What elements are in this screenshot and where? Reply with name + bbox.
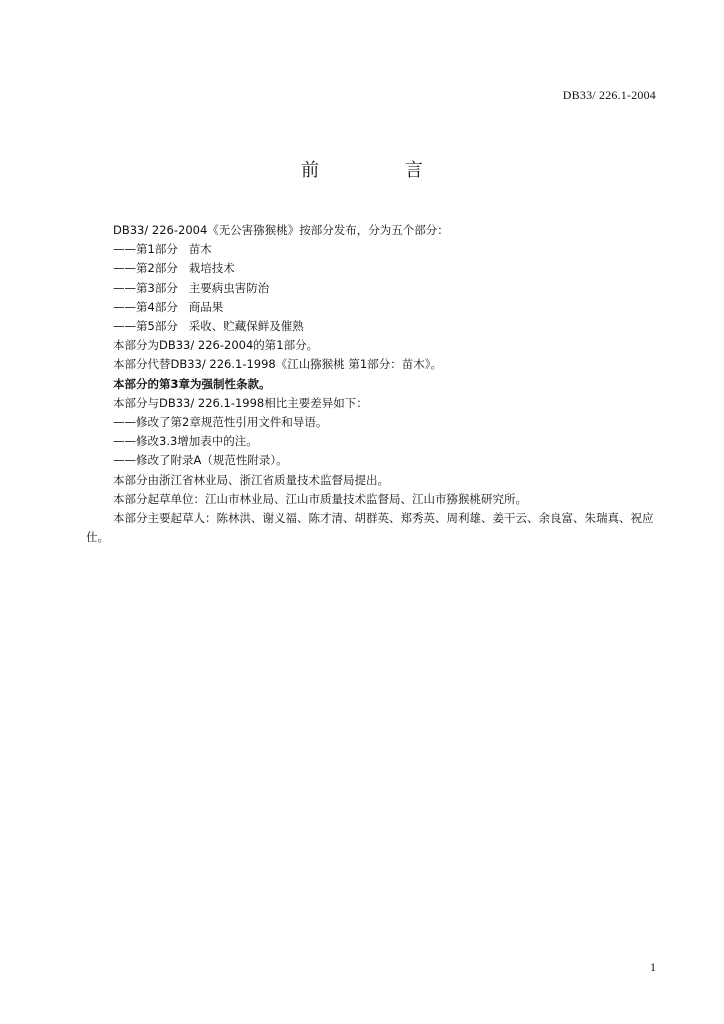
change-list-item: ——修改了附录A（规范性附录）。	[113, 453, 288, 468]
this-part-statement: 本部分为DB33/ 226-2004的第1部分。	[113, 338, 319, 353]
part-list-item: ——第3部分 主要病虫害防治	[113, 280, 270, 295]
foreword-body	[86, 221, 658, 547]
page-number: 1	[650, 960, 656, 974]
mandatory-clause-statement: 本部分的第3章为强制性条款。	[113, 376, 271, 391]
part-list-item: ——第2部分 栽培技术	[113, 261, 235, 276]
drafting-units-statement: 本部分起草单位：江山市林业局、江山市质量技术监督局、江山市猕猴桃研究所。	[113, 491, 527, 506]
part-list-item: ——第1部分 苗木	[113, 242, 212, 257]
drafters-statement: 本部分主要起草人：陈林洪、谢义福、陈才清、胡群英、郑秀英、周利雄、姜干云、余良富、朱瑞真、祝应仕。	[86, 511, 654, 545]
change-list-item: ——修改3.3增加表中的注。	[113, 434, 258, 449]
change-list-item: ——修改了第2章规范性引用文件和导语。	[113, 415, 328, 430]
part-list-item: ——第4部分 商品果	[113, 299, 224, 314]
page-title: 前 言	[301, 160, 463, 181]
document-code: DB33/ 226.1-2004	[562, 88, 656, 102]
replaces-statement: 本部分代替DB33/ 226.1-1998《江山猕猴桃 第1部分：苗木》。	[113, 357, 442, 372]
part-list-item: ——第5部分 采收、贮藏保鲜及催熟	[113, 319, 304, 334]
changes-intro: 本部分与DB33/ 226.1-1998相比主要差异如下：	[113, 395, 368, 410]
proposer-statement: 本部分由浙江省林业局、浙江省质量技术监督局提出。	[113, 472, 389, 487]
intro-paragraph: DB33/ 226-2004《无公害猕猴桃》按部分发布，分为五个部分：	[113, 223, 449, 237]
